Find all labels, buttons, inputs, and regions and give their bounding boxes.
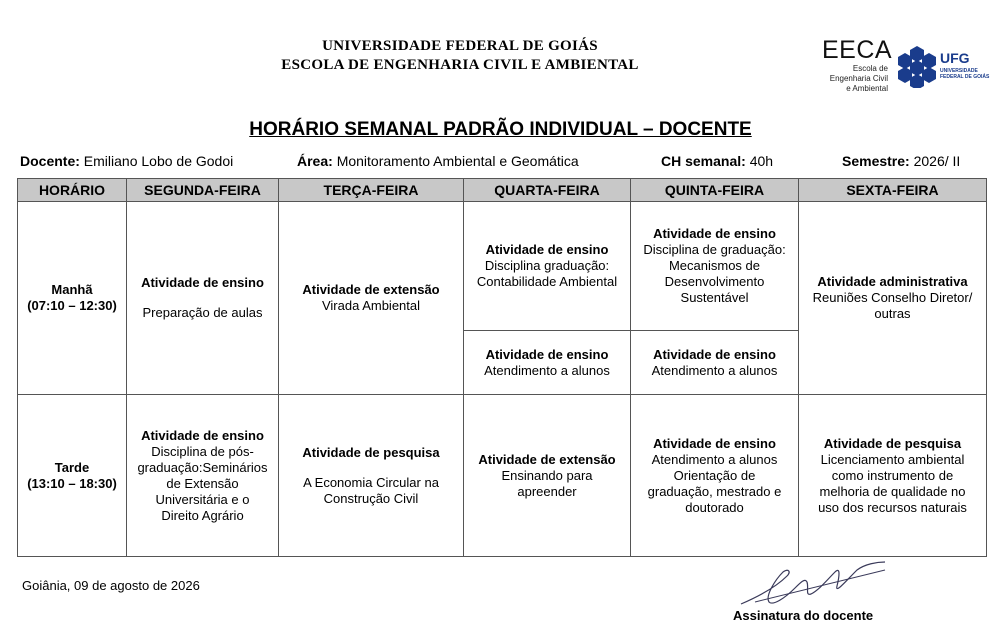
- university-name: UNIVERSIDADE FEDERAL DE GOIÁS: [322, 38, 598, 54]
- afternoon-time-cell: [18, 395, 127, 557]
- activity-type: Atividade de ensino: [485, 346, 609, 362]
- activity-description: Atendimento a alunos: [651, 451, 778, 467]
- morning-wednesday-bottom-cell: [464, 331, 631, 395]
- area-value: Monitoramento Ambiental e Geomática: [336, 153, 579, 169]
- activity-description: de Extensão: [166, 475, 239, 491]
- activity-description: Licenciamento ambiental: [820, 451, 965, 467]
- activity-type: Atividade de ensino: [653, 346, 776, 362]
- table-row: [18, 202, 987, 331]
- activity-type: Atividade de ensino: [653, 226, 776, 241]
- institution-logos: [818, 36, 990, 98]
- afternoon-label: Tarde: [54, 459, 90, 475]
- table-row: [18, 395, 987, 557]
- activity-description: outras: [874, 306, 911, 321]
- semestre-label: Semestre:: [842, 153, 910, 169]
- info-ch-semanal: [661, 153, 773, 169]
- activity-description: Disciplina graduação:: [484, 258, 610, 273]
- activity-description: uso dos recursos naturais: [818, 499, 967, 515]
- eeca-logo-line3: e Ambiental: [846, 84, 888, 93]
- activity-description: como instrumento de: [831, 467, 954, 483]
- school-name: ESCOLA DE ENGENHARIA CIVIL E AMBIENTAL: [281, 57, 639, 73]
- afternoon-thursday-cell: [631, 395, 799, 557]
- ch-value: 40h: [749, 153, 774, 169]
- activity-type: Atividade de ensino: [485, 242, 609, 257]
- docente-value: Emiliano Lobo de Godoi: [83, 153, 234, 169]
- activity-description: Preparação de aulas: [142, 305, 263, 320]
- document-title: HORÁRIO SEMANAL PADRÃO INDIVIDUAL – DOCENTE: [249, 119, 752, 140]
- activity-description: Construção Civil: [323, 490, 419, 506]
- header-horario: HORÁRIO: [18, 179, 127, 202]
- activity-description: doutorado: [685, 499, 744, 515]
- activity-type: Atividade de ensino: [653, 435, 776, 451]
- info-semestre: [842, 153, 960, 169]
- area-label: Área:: [297, 153, 333, 169]
- docente-label: Docente:: [20, 153, 80, 169]
- activity-description: Reuniões Conselho Diretor/: [812, 290, 973, 305]
- activity-type: Atividade de ensino: [141, 275, 264, 290]
- morning-monday-cell: [127, 202, 279, 395]
- semestre-value: 2026/ II: [913, 153, 961, 169]
- eeca-logo-line1: Escola de: [852, 64, 888, 73]
- ufg-hexagon-logo-icon: [896, 44, 938, 88]
- activity-description: Orientação de: [673, 467, 756, 483]
- header-quinta: QUINTA-FEIRA: [631, 179, 799, 202]
- morning-friday-cell: [799, 202, 987, 395]
- activity-type: Atividade de extensão: [478, 451, 616, 467]
- afternoon-time: (13:10 – 18:30): [27, 475, 117, 491]
- activity-description: graduação:Seminários: [137, 459, 268, 475]
- activity-description: Contabilidade Ambiental: [476, 274, 618, 289]
- morning-label: Manhã: [51, 282, 93, 297]
- activity-description: graduação, mestrado e: [647, 483, 782, 499]
- ch-label: CH semanal:: [661, 153, 746, 169]
- activity-description: Sustentável: [680, 290, 749, 305]
- place-and-date: Goiânia, 09 de agosto de 2026: [22, 578, 200, 593]
- activity-type: Atividade administrativa: [817, 274, 968, 289]
- activity-type: Atividade de extensão: [302, 282, 440, 297]
- afternoon-friday-cell: [799, 395, 987, 557]
- eeca-logo-text: EECA: [822, 36, 893, 64]
- ufg-logo-subtext: UNIVERSIDADE FEDERAL DE GOIÁS: [940, 68, 990, 80]
- activity-description: Atendimento a alunos: [484, 362, 610, 378]
- activity-type: Atividade de pesquisa: [302, 444, 440, 460]
- activity-description: Virada Ambiental: [321, 298, 421, 313]
- header-segunda: SEGUNDA-FEIRA: [127, 179, 279, 202]
- activity-description: Direito Agrário: [161, 507, 244, 523]
- afternoon-monday-cell: [127, 395, 279, 557]
- activity-description: Ensinando para: [501, 467, 593, 483]
- eeca-logo-line2: Engenharia Civil: [829, 74, 888, 83]
- info-docente: [20, 153, 233, 169]
- activity-description: A Economia Circular na: [303, 474, 439, 490]
- activity-description: Desenvolvimento: [664, 274, 765, 289]
- table-header-row: [18, 179, 987, 202]
- activity-description: Atendimento a alunos: [651, 362, 778, 378]
- activity-description: apreender: [517, 483, 577, 499]
- activity-description: Disciplina de graduação:: [643, 242, 786, 257]
- weekly-schedule-table: [17, 178, 987, 557]
- morning-time-cell: [18, 202, 127, 395]
- info-area: [297, 153, 579, 169]
- morning-wednesday-top-cell: [464, 202, 631, 331]
- ufg-logo-text: UFG: [940, 50, 970, 66]
- afternoon-wednesday-cell: [464, 395, 631, 557]
- activity-description: Universitária e o: [155, 491, 250, 507]
- header-terca: TERÇA-FEIRA: [279, 179, 464, 202]
- header-quarta: QUARTA-FEIRA: [464, 179, 631, 202]
- activity-type: Atividade de ensino: [141, 427, 264, 443]
- activity-description: Mecanismos de: [668, 258, 761, 273]
- activity-description: Disciplina de pós-: [151, 443, 254, 459]
- activity-description: melhoria de qualidade no: [819, 483, 966, 499]
- morning-thursday-bottom-cell: [631, 331, 799, 395]
- activity-type: Atividade de pesquisa: [823, 435, 962, 451]
- morning-thursday-top-cell: [631, 202, 799, 331]
- handwritten-signature-icon: [735, 558, 895, 610]
- morning-tuesday-cell: [279, 202, 464, 395]
- signature-label: Assinatura do docente: [733, 608, 874, 623]
- header-sexta: SEXTA-FEIRA: [799, 179, 987, 202]
- afternoon-tuesday-cell: [279, 395, 464, 557]
- morning-time: (07:10 – 12:30): [27, 298, 117, 313]
